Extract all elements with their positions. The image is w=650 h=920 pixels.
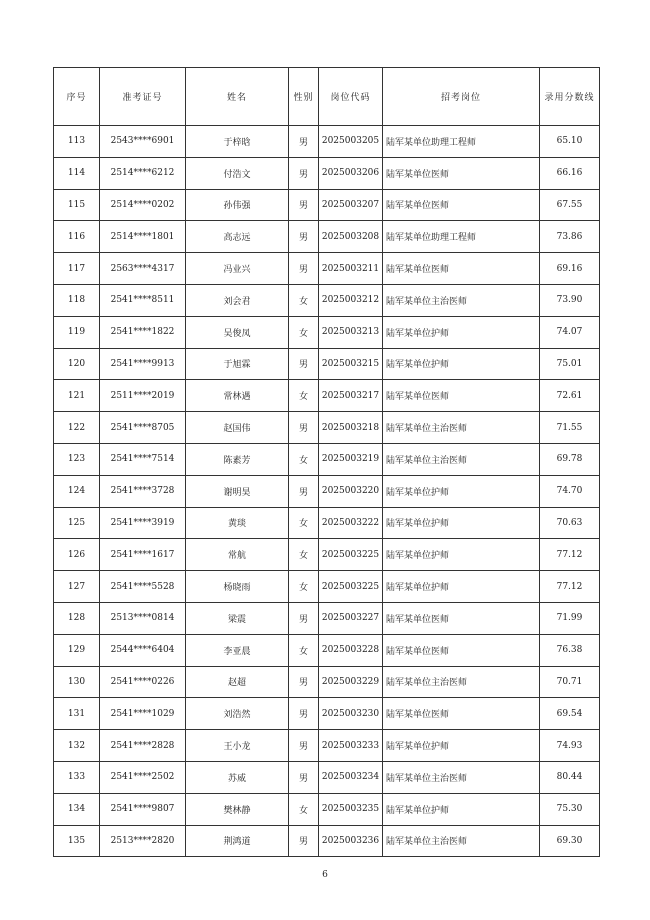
cell-position-code: 2025003206 [319,157,383,189]
cell-index: 113 [54,126,100,158]
header-exam-id: 准考证号 [100,68,186,126]
cell-gender: 男 [289,189,319,221]
cell-gender: 男 [289,825,319,857]
cell-position-code: 2025003236 [319,825,383,857]
cell-position: 陆军某单位医师 [383,634,540,666]
cell-index: 134 [54,793,100,825]
cell-position-code: 2025003228 [319,634,383,666]
cell-exam-id: 2541****1617 [100,539,186,571]
cell-gender: 男 [289,475,319,507]
cell-exam-id: 2541****2828 [100,730,186,762]
cell-gender: 女 [289,507,319,539]
cell-exam-id: 2514****0202 [100,189,186,221]
cell-position: 陆军某单位护师 [383,475,540,507]
cell-index: 120 [54,348,100,380]
cell-score-line: 73.86 [540,221,600,253]
cell-score-line: 73.90 [540,284,600,316]
cell-index: 119 [54,316,100,348]
cell-name: 高志远 [186,221,289,253]
cell-score-line: 70.63 [540,507,600,539]
cell-position: 陆军某单位助理工程师 [383,221,540,253]
cell-exam-id: 2544****6404 [100,634,186,666]
cell-score-line: 71.55 [540,412,600,444]
table-row [54,380,600,412]
cell-gender: 女 [289,380,319,412]
cell-gender: 男 [289,221,319,253]
cell-exam-id: 2541****2502 [100,761,186,793]
cell-position-code: 2025003219 [319,443,383,475]
cell-exam-id: 2513****0814 [100,602,186,634]
cell-gender: 女 [289,634,319,666]
cell-position: 陆军某单位护师 [383,793,540,825]
cell-exam-id: 2541****1029 [100,698,186,730]
table-row [54,507,600,539]
cell-position-code: 2025003225 [319,539,383,571]
cell-position: 陆军某单位医师 [383,253,540,285]
cell-name: 刘会君 [186,284,289,316]
cell-exam-id: 2541****3919 [100,507,186,539]
cell-name: 梁震 [186,602,289,634]
cell-index: 125 [54,507,100,539]
cell-position: 陆军某单位医师 [383,380,540,412]
cell-exam-id: 2514****1801 [100,221,186,253]
cell-index: 127 [54,571,100,603]
table-row [54,412,600,444]
cell-name: 常航 [186,539,289,571]
cell-gender: 男 [289,348,319,380]
cell-gender: 女 [289,443,319,475]
cell-gender: 女 [289,539,319,571]
cell-score-line: 75.30 [540,793,600,825]
cell-position: 陆军某单位护师 [383,316,540,348]
table-row [54,539,600,571]
cell-gender: 男 [289,253,319,285]
cell-position: 陆军某单位医师 [383,189,540,221]
cell-position: 陆军某单位护师 [383,730,540,762]
page-number: 6 [322,870,328,880]
table-row [54,189,600,221]
cell-score-line: 65.10 [540,126,600,158]
cell-index: 115 [54,189,100,221]
header-score-line: 录用分数线 [540,68,600,126]
table-row [54,443,600,475]
cell-name: 于旭霖 [186,348,289,380]
cell-position-code: 2025003227 [319,602,383,634]
cell-index: 117 [54,253,100,285]
cell-name: 黄琰 [186,507,289,539]
table-row [54,316,600,348]
cell-position-code: 2025003217 [319,380,383,412]
table-row [54,157,600,189]
cell-name: 樊林静 [186,793,289,825]
table-row [54,730,600,762]
cell-exam-id: 2541****9913 [100,348,186,380]
cell-index: 128 [54,602,100,634]
cell-exam-id: 2514****6212 [100,157,186,189]
header-name: 姓名 [186,68,289,126]
cell-exam-id: 2541****3728 [100,475,186,507]
cell-position-code: 2025003220 [319,475,383,507]
table-row [54,634,600,666]
cell-name: 苏威 [186,761,289,793]
cell-index: 131 [54,698,100,730]
cell-index: 116 [54,221,100,253]
results-table [53,67,600,857]
results-table-container [53,67,599,857]
cell-score-line: 66.16 [540,157,600,189]
cell-name: 于梓晗 [186,126,289,158]
cell-score-line: 67.55 [540,189,600,221]
cell-position-code: 2025003207 [319,189,383,221]
cell-exam-id: 2541****9807 [100,793,186,825]
cell-index: 133 [54,761,100,793]
cell-index: 121 [54,380,100,412]
cell-gender: 女 [289,793,319,825]
cell-position: 陆军某单位护师 [383,539,540,571]
cell-gender: 女 [289,316,319,348]
cell-index: 130 [54,666,100,698]
cell-position-code: 2025003218 [319,412,383,444]
cell-score-line: 69.16 [540,253,600,285]
cell-exam-id: 2563****4317 [100,253,186,285]
table-row [54,221,600,253]
cell-name: 刘浩然 [186,698,289,730]
cell-position: 陆军某单位医师 [383,698,540,730]
cell-position: 陆军某单位主治医师 [383,761,540,793]
cell-exam-id: 2541****0226 [100,666,186,698]
header-index: 序号 [54,68,100,126]
table-row [54,126,600,158]
cell-gender: 男 [289,730,319,762]
cell-gender: 男 [289,157,319,189]
cell-position: 陆军某单位主治医师 [383,666,540,698]
cell-score-line: 74.70 [540,475,600,507]
cell-position: 陆军某单位助理工程师 [383,126,540,158]
cell-index: 132 [54,730,100,762]
cell-position-code: 2025003230 [319,698,383,730]
cell-exam-id: 2511****2019 [100,380,186,412]
table-body [54,126,600,857]
cell-name: 常林遇 [186,380,289,412]
cell-score-line: 80.44 [540,761,600,793]
table-row [54,602,600,634]
cell-gender: 男 [289,412,319,444]
cell-score-line: 69.54 [540,698,600,730]
cell-exam-id: 2513****2820 [100,825,186,857]
cell-position-code: 2025003233 [319,730,383,762]
cell-gender: 男 [289,761,319,793]
cell-position-code: 2025003235 [319,793,383,825]
cell-score-line: 69.78 [540,443,600,475]
cell-position-code: 2025003215 [319,348,383,380]
cell-score-line: 72.61 [540,380,600,412]
cell-position-code: 2025003208 [319,221,383,253]
cell-score-line: 75.01 [540,348,600,380]
cell-index: 118 [54,284,100,316]
cell-index: 124 [54,475,100,507]
cell-position-code: 2025003211 [319,253,383,285]
cell-gender: 男 [289,602,319,634]
cell-name: 赵超 [186,666,289,698]
cell-name: 付浩文 [186,157,289,189]
cell-score-line: 74.07 [540,316,600,348]
cell-position-code: 2025003213 [319,316,383,348]
cell-score-line: 76.38 [540,634,600,666]
cell-gender: 女 [289,571,319,603]
cell-gender: 男 [289,698,319,730]
cell-exam-id: 2543****6901 [100,126,186,158]
cell-name: 李亚晨 [186,634,289,666]
cell-name: 冯业兴 [186,253,289,285]
cell-position-code: 2025003205 [319,126,383,158]
cell-position: 陆军某单位护师 [383,348,540,380]
cell-name: 谢明昊 [186,475,289,507]
cell-position-code: 2025003225 [319,571,383,603]
cell-index: 135 [54,825,100,857]
cell-exam-id: 2541****8511 [100,284,186,316]
cell-gender: 女 [289,284,319,316]
cell-gender: 男 [289,126,319,158]
table-row [54,666,600,698]
cell-index: 129 [54,634,100,666]
cell-position: 陆军某单位护师 [383,507,540,539]
cell-position-code: 2025003234 [319,761,383,793]
cell-exam-id: 2541****8705 [100,412,186,444]
cell-position-code: 2025003229 [319,666,383,698]
cell-index: 123 [54,443,100,475]
cell-name: 赵国伟 [186,412,289,444]
cell-score-line: 77.12 [540,571,600,603]
cell-index: 126 [54,539,100,571]
cell-gender: 男 [289,666,319,698]
table-header-row [54,68,600,126]
table-row [54,793,600,825]
cell-name: 杨晓雨 [186,571,289,603]
cell-score-line: 69.30 [540,825,600,857]
table-row [54,571,600,603]
cell-position: 陆军某单位护师 [383,571,540,603]
cell-score-line: 77.12 [540,539,600,571]
table-row [54,253,600,285]
cell-score-line: 74.93 [540,730,600,762]
cell-position: 陆军某单位主治医师 [383,412,540,444]
cell-exam-id: 2541****5528 [100,571,186,603]
cell-score-line: 70.71 [540,666,600,698]
cell-position: 陆军某单位主治医师 [383,284,540,316]
cell-name: 孙伟强 [186,189,289,221]
cell-index: 114 [54,157,100,189]
cell-position: 陆军某单位主治医师 [383,825,540,857]
cell-position-code: 2025003222 [319,507,383,539]
header-position-code: 岗位代码 [319,68,383,126]
table-row [54,348,600,380]
table-row [54,761,600,793]
cell-position: 陆军某单位医师 [383,602,540,634]
cell-exam-id: 2541****1822 [100,316,186,348]
header-gender: 性别 [289,68,319,126]
cell-exam-id: 2541****7514 [100,443,186,475]
cell-name: 王小龙 [186,730,289,762]
cell-position-code: 2025003212 [319,284,383,316]
cell-position: 陆军某单位主治医师 [383,443,540,475]
cell-name: 吴俊凤 [186,316,289,348]
cell-name: 陈素芳 [186,443,289,475]
cell-name: 荆鸿道 [186,825,289,857]
table-row [54,825,600,857]
table-row [54,475,600,507]
header-position: 招考岗位 [383,68,540,126]
table-row [54,284,600,316]
cell-score-line: 71.99 [540,602,600,634]
table-row [54,698,600,730]
cell-position: 陆军某单位医师 [383,157,540,189]
cell-index: 122 [54,412,100,444]
